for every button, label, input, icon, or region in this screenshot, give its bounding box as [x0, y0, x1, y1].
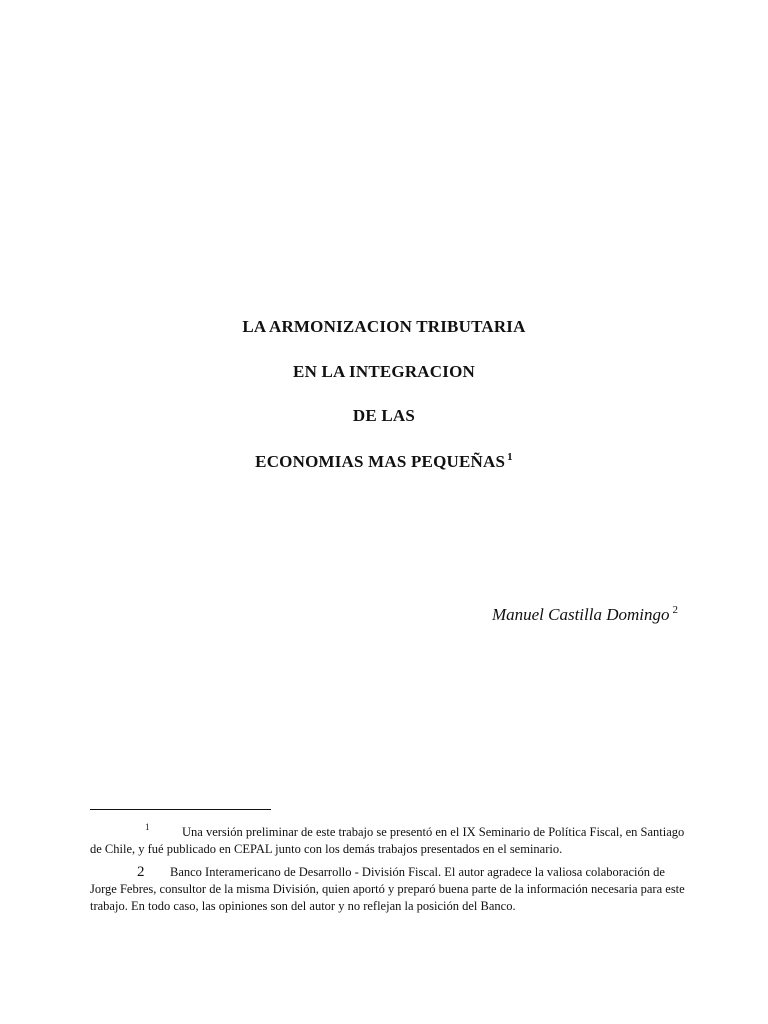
author-line — [492, 604, 678, 625]
footnote-1-text: Una versión preliminar de este trabajo se presentó en el IX Seminario de Política Fiscal, en Santiago de Chile, y fué publicado en CEPAL junto con los demás trabajos presentados en el seminario. — [90, 825, 685, 856]
title-line-4-text: ECONOMIAS MAS PEQUEÑAS — [255, 452, 506, 471]
footnote-separator — [90, 809, 271, 810]
footnote-2 — [90, 864, 690, 915]
title-footnote-ref: 1 — [507, 451, 513, 463]
title-line-4 — [0, 451, 768, 472]
footnote-2-marker: 2 — [137, 864, 145, 880]
title-line-2: EN LA INTEGRACION — [293, 362, 475, 381]
footnote-2-text: Banco Interamericano de Desarrollo - División Fiscal. El autor agradece la valiosa colaboración de Jorge Febres, consultor de la misma División, quien aportó y preparó buena parte de la información necesaria para este trabajo. En todo caso, las opiniones son del autor y no reflejan la posición del Banco. — [90, 865, 685, 913]
author-footnote-ref: 2 — [672, 604, 678, 616]
title-line-1: LA ARMONIZACION TRIBUTARIA — [242, 317, 526, 336]
footnote-1-marker: 1 — [145, 822, 150, 832]
author-name: Manuel Castilla Domingo — [491, 605, 670, 624]
footnote-1 — [90, 819, 690, 858]
title-line-3: DE LAS — [352, 406, 416, 425]
